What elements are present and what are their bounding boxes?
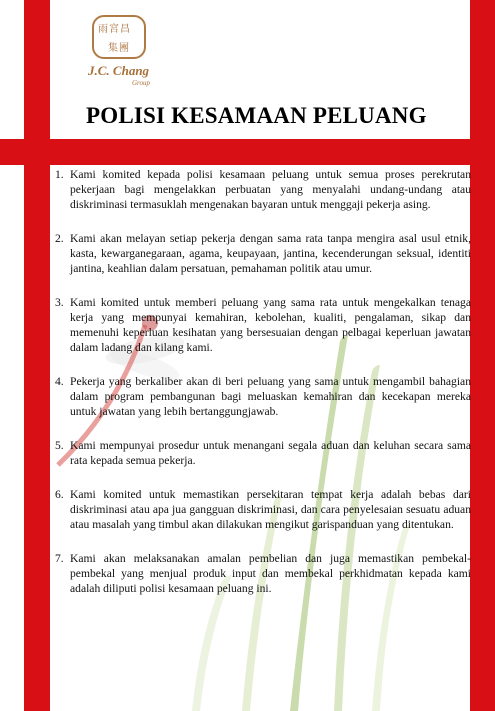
policy-number: 3. — [55, 296, 64, 309]
logo-glyphs-top: 雨宮昌 — [98, 24, 131, 35]
policy-text: Kami mempunyai prosedur untuk menangani segala aduan dan keluhan secara sama rata kepada semua pekerja. — [70, 439, 471, 467]
policy-item-1 — [55, 167, 471, 212]
policy-item-7 — [55, 551, 471, 596]
policy-number: 2. — [55, 232, 64, 245]
policy-item-3 — [55, 295, 471, 355]
policy-number: 7. — [55, 552, 64, 565]
policy-text: Kami komited untuk memastikan persekitaran tempat kerja adalah bebas dari diskriminasi atau apa jua gangguan diskriminasi, dan cara penyelesaian sesuatu aduan atau masalah yang timbul akan dilakukan mengikut garispanduan yang ditentukan. — [70, 488, 471, 531]
policy-text: Kami akan melayan setiap pekerja dengan sama rata tanpa mengira asal usul etnik, kasta, kewarganegaraan, agama, keupayaan, jantina, kecenderungan seksual, identiti jantina, keahlian dalam persatuan, pemahaman politik atau umur. — [70, 232, 471, 275]
policy-list — [55, 167, 471, 615]
policy-text: Kami komited kepada polisi kesamaan peluang untuk semua proses perekrutan pekerjaan bagi mengelakkan perbuatan yang menyalahi undang-undang atau diskriminasi termasuklah mengenakan bayaran untuk menggaji pekerja asing. — [70, 168, 471, 211]
policy-text: Kami akan melaksanakan amalan pembelian dan juga memastikan pembekal-pembekal yang menjual produk input dan membekal perkhidmatan kepada kami adalah diliputi polisi kesamaan peluang ini. — [70, 552, 471, 595]
policy-item-4 — [55, 374, 471, 419]
policy-text: Kami komited untuk memberi peluang yang sama rata untuk mengekalkan tenaga kerja yang mempunyai kemahiran, kebolehan, kualiti, pengalaman, sikap dan memenuhi keperluan kesihatan yang bersesuaian dengan pelbagai keperluan jawatan dalam ladang dan kilang kami. — [70, 296, 471, 354]
policy-item-2 — [55, 231, 471, 276]
logo-group-text: Group — [132, 79, 151, 87]
policy-item-5 — [55, 438, 471, 468]
logo-glyphs-bottom: 集團 — [108, 43, 130, 54]
red-frame-right-bar — [470, 0, 495, 711]
logo-seal — [92, 15, 146, 59]
policy-number: 5. — [55, 439, 64, 452]
logo-name: J.C. Chang — [88, 63, 150, 78]
policy-item-6 — [55, 487, 471, 532]
policy-number: 1. — [55, 168, 64, 181]
red-frame-left-bar — [24, 0, 50, 711]
page-title: POLISI KESAMAAN PELUANG — [86, 103, 427, 128]
company-logo — [88, 15, 150, 85]
policy-number: 4. — [55, 375, 64, 388]
policy-text: Pekerja yang berkaliber akan di beri peluang yang sama untuk mengambil bahagian dalam program pembangunan bagi meluaskan kemahiran dan kecekapan mereka untuk jawatan yang lebih bertanggungjawab. — [70, 375, 471, 418]
red-frame-horizontal-bar — [0, 139, 495, 165]
policy-number: 6. — [55, 488, 64, 501]
